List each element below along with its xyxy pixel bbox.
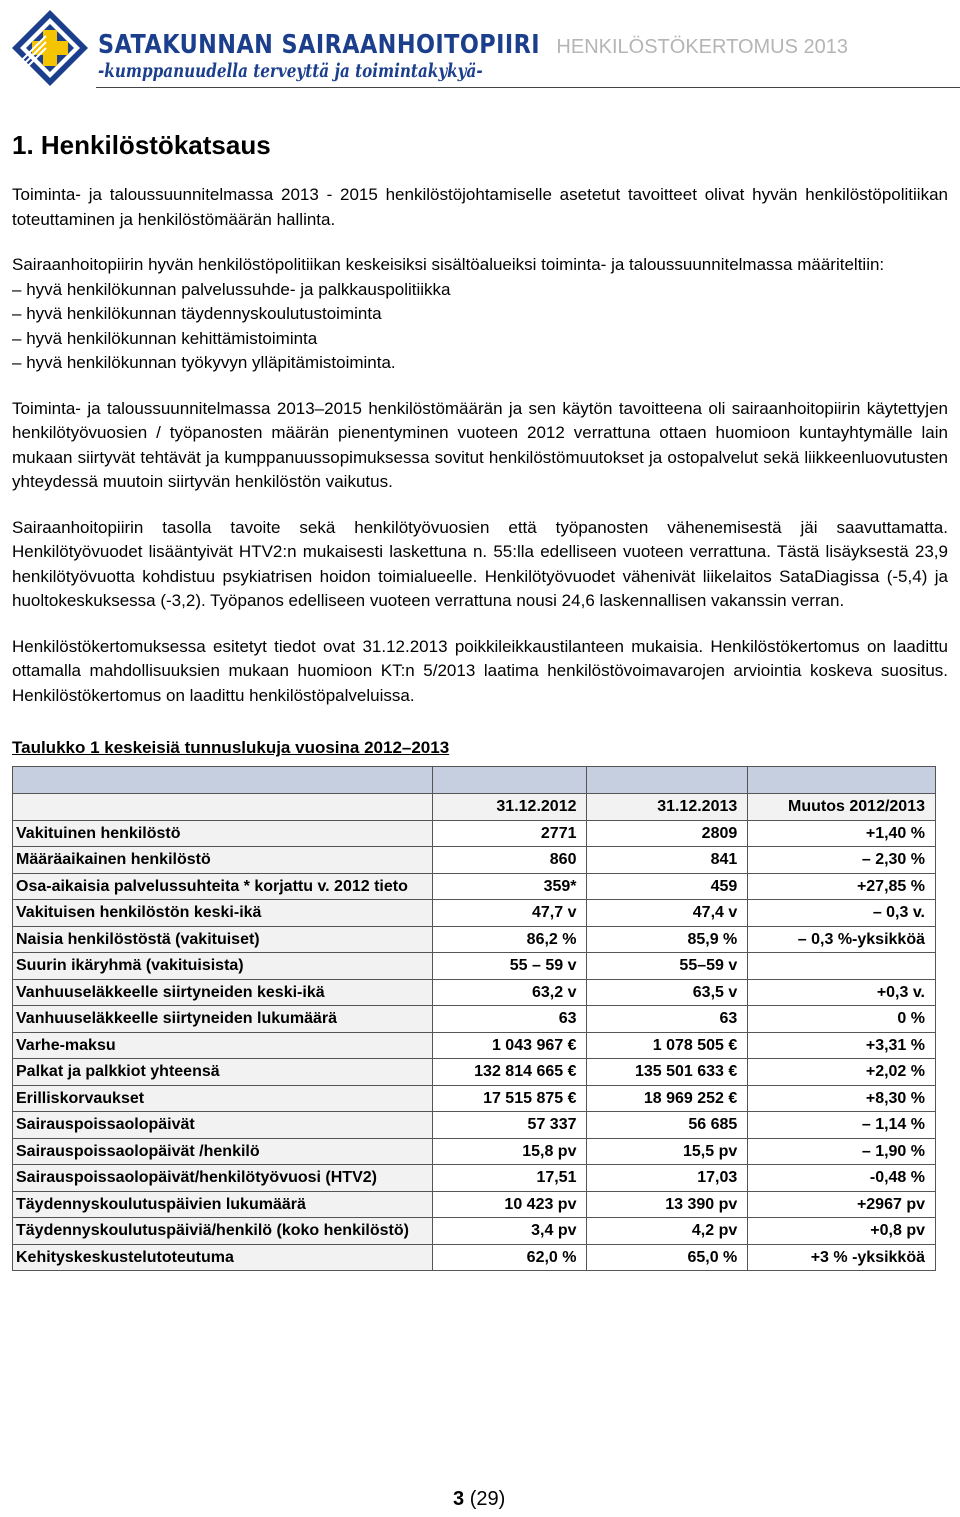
row-label: Sairauspoissaolopäivät bbox=[13, 1112, 433, 1139]
organization-name: SATAKUNNAN SAIRAANHOITOPIIRI bbox=[98, 30, 540, 60]
section-heading: 1. Henkilöstökatsaus bbox=[12, 130, 271, 160]
table-row bbox=[13, 1165, 936, 1192]
table-row bbox=[13, 1032, 936, 1059]
row-label: Vakituisen henkilöstön keski-ikä bbox=[13, 900, 433, 927]
row-label: Vanhuuseläkkeelle siirtyneiden lukumäärä bbox=[13, 1006, 433, 1033]
table-cell: 4,2 pv bbox=[587, 1218, 748, 1245]
column-header: Muutos 2012/2013 bbox=[748, 794, 936, 821]
column-header: 31.12.2013 bbox=[587, 794, 748, 821]
row-label: Vanhuuseläkkeelle siirtyneiden keski-ikä bbox=[13, 979, 433, 1006]
table-cell: 0 % bbox=[748, 1006, 936, 1033]
table-cell: – 0,3 %-yksikköä bbox=[748, 926, 936, 953]
row-label: Vakituinen henkilöstö bbox=[13, 820, 433, 847]
table-row bbox=[13, 953, 936, 980]
table-cell: 2809 bbox=[587, 820, 748, 847]
table-cell: 2771 bbox=[432, 820, 587, 847]
table-cell: 15,8 pv bbox=[432, 1138, 587, 1165]
list-item: – hyvä henkilökunnan kehittämistoiminta bbox=[12, 327, 948, 352]
row-label: Varhe-maksu bbox=[13, 1032, 433, 1059]
table-body bbox=[13, 820, 936, 1271]
row-label: Täydennyskoulutuspäiviä/henkilö (koko henkilöstö) bbox=[13, 1218, 433, 1245]
row-label: Osa-aikaisia palvelussuhteita * korjattu v. 2012 tieto bbox=[13, 873, 433, 900]
table-cell: 359* bbox=[432, 873, 587, 900]
policy-list bbox=[12, 278, 948, 376]
table-cell: 3,4 pv bbox=[432, 1218, 587, 1245]
table-header-row bbox=[13, 794, 936, 821]
list-item: – hyvä henkilökunnan täydennyskoulutustoiminta bbox=[12, 302, 948, 327]
table-cell: 459 bbox=[587, 873, 748, 900]
table-row bbox=[13, 1244, 936, 1271]
table-cell: +8,30 % bbox=[748, 1085, 936, 1112]
table-cell: 18 969 252 € bbox=[587, 1085, 748, 1112]
row-label: Kehityskeskustelutoteutuma bbox=[13, 1244, 433, 1271]
row-label: Erilliskorvaukset bbox=[13, 1085, 433, 1112]
list-item: – hyvä henkilökunnan palvelussuhde- ja palkkauspolitiikka bbox=[12, 278, 948, 303]
table-row bbox=[13, 979, 936, 1006]
row-label: Naisia henkilöstöstä (vakituiset) bbox=[13, 926, 433, 953]
table-cell: 17,03 bbox=[587, 1165, 748, 1192]
row-label: Suurin ikäryhmä (vakituisista) bbox=[13, 953, 433, 980]
table-cell: 841 bbox=[587, 847, 748, 874]
table-row bbox=[13, 1138, 936, 1165]
table-cell: 63,2 v bbox=[432, 979, 587, 1006]
table-cell: -0,48 % bbox=[748, 1165, 936, 1192]
table-row bbox=[13, 1218, 936, 1245]
table-row bbox=[13, 1112, 936, 1139]
table-cell: 17 515 875 € bbox=[432, 1085, 587, 1112]
table-cell: 55–59 v bbox=[587, 953, 748, 980]
table-cell: 55 – 59 v bbox=[432, 953, 587, 980]
table-cell: 57 337 bbox=[432, 1112, 587, 1139]
row-label: Sairauspoissaolopäivät/henkilötyövuosi (HTV2) bbox=[13, 1165, 433, 1192]
table-row bbox=[13, 820, 936, 847]
key-figures-table bbox=[12, 766, 936, 1271]
table-cell: +27,85 % bbox=[748, 873, 936, 900]
table-cell: 85,9 % bbox=[587, 926, 748, 953]
page-header bbox=[0, 0, 960, 92]
table-cell: 13 390 pv bbox=[587, 1191, 748, 1218]
table-cell: +3 % -yksikköä bbox=[748, 1244, 936, 1271]
table-cell: 1 078 505 € bbox=[587, 1032, 748, 1059]
table-cell: 62,0 % bbox=[432, 1244, 587, 1271]
table-cell: – 1,90 % bbox=[748, 1138, 936, 1165]
table-cell: 10 423 pv bbox=[432, 1191, 587, 1218]
table-band-row bbox=[13, 767, 936, 794]
table-cell: 65,0 % bbox=[587, 1244, 748, 1271]
table-row bbox=[13, 1085, 936, 1112]
table-cell: 47,7 v bbox=[432, 900, 587, 927]
table-row bbox=[13, 1006, 936, 1033]
table-cell: +0,8 pv bbox=[748, 1218, 936, 1245]
table-row bbox=[13, 847, 936, 874]
table-row bbox=[13, 1059, 936, 1086]
table-cell: 86,2 % bbox=[432, 926, 587, 953]
paragraph-outcome: Sairaanhoitopiirin tasolla tavoite sekä henkilötyövuosien että työpanosten vähenemisestä jäi saavuttamatta. Henkilötyövuodet lisääntyivät HTV2:n mukaisesti laskettuna n. 55:lla edelliseen vuoteen verrattuna. Tästä lisäyksestä 23,9 henkilötyövuotta kohdistuu psykiatrisen hoidon toimialueelle. Henkilötyövuodet vähenivät liikelaitos SataDiagissa (-5,4) ja huoltokeskuksessa (-3,2). Työpanos edelliseen vuoteen verrattuna nousi 24,6 laskennallisen vakanssin verran. bbox=[12, 517, 948, 610]
table-cell: +1,40 % bbox=[748, 820, 936, 847]
table-cell: +2967 pv bbox=[748, 1191, 936, 1218]
paragraph-staffing-target: Toiminta- ja taloussuunnitelmassa 2013–2015 henkilöstömäärän ja sen käytön tavoitteena oli sairaanhoitopiirin käytettyjen henkilötyövuosien / työpanosten määrän pienentyminen vuoteen 2012 verrattuna ottaen huomioon kuntayhtymälle lain mukaan siirtyvät tehtävät ja kumppanuussopimuksessa sovitut henkilöstömuutokset ja ostopalvelut sekä liikkeenluovutusten yhteydessä muutoin siirtyvän henkilöstön vaikutus. bbox=[12, 398, 948, 491]
hospital-district-logo-icon bbox=[10, 8, 90, 88]
table-cell: 1 043 967 € bbox=[432, 1032, 587, 1059]
table-cell: 135 501 633 € bbox=[587, 1059, 748, 1086]
paragraph-goals: Toiminta- ja taloussuunnitelmassa 2013 - 2015 henkilöstöjohtamiselle asetetut tavoitteet olivat hyvän henkilöstöpolitiikan toteuttaminen ja henkilöstömäärän hallinta. bbox=[12, 185, 948, 229]
header-divider bbox=[96, 87, 960, 88]
organization-motto: -kumppanuudella terveyttä ja toimintakykyä- bbox=[98, 60, 483, 82]
table-cell: – 0,3 v. bbox=[748, 900, 936, 927]
page-total: (29) bbox=[469, 1488, 506, 1510]
column-header: 31.12.2012 bbox=[432, 794, 587, 821]
list-item: – hyvä henkilökunnan työkyvyn ylläpitämistoiminta. bbox=[12, 351, 948, 376]
table-cell: +3,31 % bbox=[748, 1032, 936, 1059]
row-label: Sairauspoissaolopäivät /henkilö bbox=[13, 1138, 433, 1165]
table-cell: 47,4 v bbox=[587, 900, 748, 927]
table-row bbox=[13, 1191, 936, 1218]
table-row bbox=[13, 926, 936, 953]
table-cell: 63,5 v bbox=[587, 979, 748, 1006]
table-cell: 17,51 bbox=[432, 1165, 587, 1192]
table-cell: +0,3 v. bbox=[748, 979, 936, 1006]
paragraph-policy-intro: Sairaanhoitopiirin hyvän henkilöstöpolitiikan keskeisiksi sisältöalueiksi toiminta- ja taloussuunnitelmassa määriteltiin: bbox=[12, 255, 885, 274]
report-title: HENKILÖSTÖKERTOMUS 2013 bbox=[556, 36, 848, 58]
table-cell: 56 685 bbox=[587, 1112, 748, 1139]
paragraph-report-basis: Henkilöstökertomuksessa esitetyt tiedot ovat 31.12.2013 poikkileikkaustilanteen mukaisia. Henkilöstökertomus on laadittu ottamalla mahdollisuuksien mukaan huomioon KT:n 5/2013 laatima henkilöstövoimavarojen arviointia koskeva suositus. Henkilöstökertomus on laadittu henkilöstöpalveluissa. bbox=[12, 636, 948, 705]
table-cell: 63 bbox=[587, 1006, 748, 1033]
row-label: Palkat ja palkkiot yhteensä bbox=[13, 1059, 433, 1086]
row-label: Määräaikainen henkilöstö bbox=[13, 847, 433, 874]
column-header bbox=[13, 794, 433, 821]
table-cell: – 2,30 % bbox=[748, 847, 936, 874]
table-cell: 860 bbox=[432, 847, 587, 874]
row-label: Täydennyskoulutuspäivien lukumäärä bbox=[13, 1191, 433, 1218]
table-cell: +2,02 % bbox=[748, 1059, 936, 1086]
table-title: Taulukko 1 keskeisiä tunnuslukuja vuosina 2012–2013 bbox=[12, 738, 450, 757]
page-current: 3 bbox=[453, 1488, 465, 1510]
table-cell bbox=[748, 953, 936, 980]
page-number bbox=[453, 1488, 505, 1511]
table-cell: 15,5 pv bbox=[587, 1138, 748, 1165]
main-content bbox=[12, 130, 948, 1271]
table-row bbox=[13, 900, 936, 927]
table-cell: – 1,14 % bbox=[748, 1112, 936, 1139]
table-row bbox=[13, 873, 936, 900]
table-cell: 63 bbox=[432, 1006, 587, 1033]
table-cell: 132 814 665 € bbox=[432, 1059, 587, 1086]
